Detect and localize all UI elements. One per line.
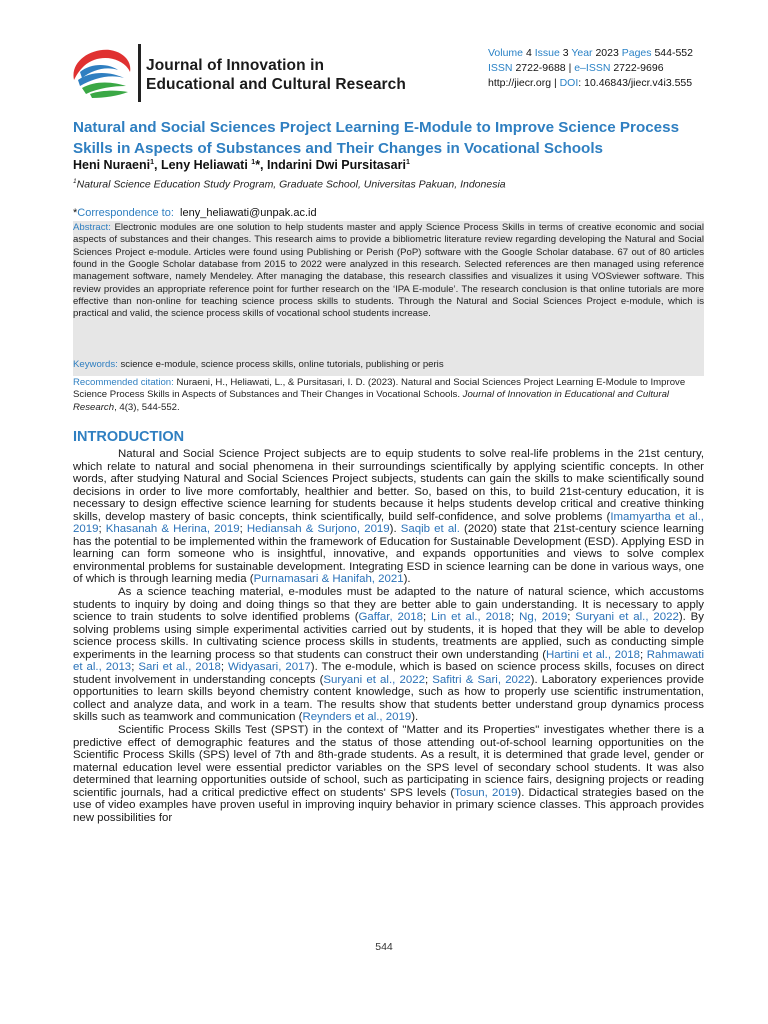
author-name: Leny Heliawati [160,158,252,172]
citation-label: Recommended citation: [73,377,174,388]
recommended-citation [73,377,693,414]
year-label: Year [571,47,593,59]
text-run: ; [422,611,431,624]
citation-link[interactable]: Saqib et al. [400,523,460,536]
text-run: ). [389,523,401,536]
journal-name-line-1: Journal of Innovation in [146,57,325,74]
citation-link[interactable]: Suryani et al., 2022 [575,611,679,624]
text-run: (2020) state that 21st-century science learning has the potential to be implemented within the framework of Education for Sustainable Development (ESD). Applying ESD in learning can form someone who is insightful, innovative, and expands opportunities and views to solve complex environmental problems for sustainable development. Integrating ESD in science learning can be done in various ways, one of which is through learning media ( [73,523,704,586]
text-run: ; [640,648,647,661]
issn-value: 2722-9688 [515,62,566,74]
citation-link[interactable]: Sari et al., 2018 [138,661,221,674]
journal-url-link[interactable]: http://jiecr.org [488,77,552,89]
introduction-body [73,448,704,824]
author-sep: *, [255,158,267,172]
citation-link[interactable]: Ng, 2019 [519,611,568,624]
text-run: ; [567,611,576,624]
volume-row [488,46,703,61]
abstract [73,222,704,321]
paragraph-3 [73,724,704,824]
text-run: ; [131,661,139,674]
article-title: Natural and Social Sciences Project Learning E-Module to Improve Science Process Skills in Aspects of Substances and Their Changes in Vocational Schools [73,119,680,157]
citation-link[interactable]: Reynders et al., 2019 [302,711,412,724]
issue-meta [488,46,703,91]
affiliation-sup: 1 [73,178,77,185]
citation-link[interactable]: Purnamasari & Hanifah, 2021 [253,573,404,586]
author-sup: 1 [150,158,155,166]
doi-label: DOI [559,77,579,89]
eissn-label: e–ISSN [574,62,611,74]
citation-tail: , 4(3), 544-552. [114,401,180,413]
journal-name [146,56,406,94]
pages-value: 544-552 [654,47,693,59]
text-run: ; [239,523,247,536]
logo-divider [138,44,141,102]
issn-label: ISSN [488,62,513,74]
text-run: ). Laboratory experiences provide opportunities to learn skills beyond chemistry content knowledge, such as how to properly use scientific instrumentation, collect and analyze data, and work in a team. The results show that students better understand group dynamics process skills such as teamwork and communication ( [73,673,705,724]
text-run: ; [511,611,520,624]
affiliation-text: Natural Science Education Study Program, Graduate School, Universitas Pakuan, Indonesia [76,178,506,191]
citation-link[interactable]: Hediansah & Surjono, 2019 [246,523,390,536]
year-value: 2023 [595,47,619,59]
volume-value: 4 [525,47,532,59]
journal-name-line-2: Educational and Cultural Research [146,76,406,93]
paragraph-2 [73,586,704,724]
volume-label: Volume [488,47,524,59]
paragraph-1 [73,448,704,586]
keywords-text: science e-module, science process skills, online tutorials, publishing or peris [120,359,444,370]
text-run: ). [403,573,411,586]
citation-link[interactable]: Gaffar, 2018 [358,611,423,624]
citation-link[interactable]: Imamyartha et al., 2019 [73,510,704,536]
page-number: 544 [375,941,393,953]
doi-link[interactable]: 10.46843/jiecr.v4i3.555 [584,77,693,89]
correspondence-email-link[interactable]: leny_heliawati@unpak.ac.id [180,207,317,219]
citation-link[interactable]: Hartini et al., 2018 [546,648,641,661]
text-run: Scientific Process Skills Test (SPST) in the context of "Matter and its Properties" investigates whether there is a predictive effect of demographic features and the status of those attending out-of-school learning opportunities on the Scientific Process Skills (SPS) level of 7th and 8th-grade students. As a result, it is determined that grade level, gender or maternal education level were essential predictor variables on the SPS level of secondary school students. It was also determined that learning opportunities outside of school, such as participating in science fairs, designing projects or reading scientific journals, had a critical predictive effect on students' SPS levels ( [73,724,704,799]
citation-link[interactable]: Safitri & Sari, 2022 [432,673,531,686]
text-run: ; [424,673,433,686]
text-run: ). The e-module, which is based on science process skills, focuses on direct student involvement in understanding concepts ( [73,661,704,686]
eissn-value: 2722-9696 [613,62,664,74]
author-name: Heni Nuraeni [73,158,151,172]
issn-row: ISSN 2722-9688 | e–ISSN 2722-9696 [488,62,664,74]
affiliation [73,178,506,191]
issue-label: Issue [534,47,560,59]
citation-link[interactable]: Tosun, 2019 [454,786,518,799]
keywords-label: Keywords: [73,359,118,370]
correspondence [73,207,317,219]
keywords [73,359,704,370]
citation-link[interactable]: Suryani et al., 2022 [323,673,425,686]
citation-link[interactable]: Lin et al., 2018 [430,611,512,624]
text-run: Natural and Social Science Project subjects are to equip students to solve real-life problems in the 21st century, which relate to natural and social phenomena in their surroundings scientifically by applying scientific concepts. In other words, after studying Natural and Social Sciences Project subjects, students can gain the skills to make scientifically sound decisions in order to live more comfortably, healthier and better. So, based on this, to build 21st-century education, it is necessary to design effective science learning for students because it helps students develop critical and creative thinking skills, develop mastery of basic concepts, think scientifically, build self-confidence, and solve problems ( [73,448,704,523]
issue-value: 3 [562,47,569,59]
author-list [73,158,410,172]
journal-logo-icon [66,44,136,102]
author-sep: , [154,158,161,172]
text-run: ; [98,523,106,536]
author-sup: 1 [405,158,410,166]
correspondence-label: Correspondence to: [77,207,174,219]
section-heading-introduction: INTRODUCTION [73,429,185,445]
abstract-text: Electronic modules are one solution to help students master and apply Science Process Skills in terms of creative economic and social aspects of substances and their changes. This research aims to provide a bibliometric literature review regarding developing the Natural and Social Sciences Project e-module. Articles were found using Publishing or Perish (PoP) software with the Google Scholar database. 67 out of 80 articles found in the Google Scholar database from 2015 to 2022 were analyzed in this research. Selected references are then managed using reference management software, namely Mendeley. After managing the database, this research classifies and visualizes it using VOSviewer software. This review provides an appropriate reference point for further research on the ‘IPA E-module’. The research conclusion is that online tutorials are more effective than non-online for teaching science process skills to students. Through the Natural and Social Sciences Project e-module, which is practical and valid, the science process skills of vocational school students increase. [73,222,704,320]
text-run: ). [411,711,419,724]
url-row: http://jiecr.org | DOI: 10.46843/jiecr.v4i3.555 [488,77,693,89]
citation-journal: Journal of Innovation in Educational and Cultural Research [73,389,670,413]
text-run: ). Didactical strategies based on the use of video examples have proven useful in improving inquiry behavior in primary science classes. This approach provides new possibilities for [73,786,704,824]
abstract-label: Abstract: [73,222,111,233]
pages-label: Pages [621,47,652,59]
text-run: ; [220,661,228,674]
correspondence-star: * [73,207,78,219]
author-sup: 1 [251,158,256,166]
text-run: ). By solving problems using simple experimental activities carried out by students, it is hoped that they will be able to develop science process skills. In cultivating science process skills in students, treatments are applied, such as conducting simple experiments in the learning process so that students can construct their own understanding ( [73,611,704,661]
citation-link[interactable]: Widyasari, 2017 [227,661,311,674]
author-name: Indarini Dwi Pursitasari [267,158,406,172]
citation-link[interactable]: Rahmawati et al., 2013 [73,648,704,674]
text-run: As a science teaching material, e-modules must be adapted to the nature of natural science, which accustoms students to inquiry by doing and doing things so that they are better able to gain understanding. It is necessary to apply science to train students to solve identified problems ( [73,586,704,624]
citation-text: Nuraeni, H., Heliawati, L., & Pursitasari, I. D. (2023). Natural and Social Sciences Project Learning E-Module to Improve Science Process Skills in Aspects of Substances and Their Changes in Vocational Schools. [73,377,686,401]
citation-link[interactable]: Khasanah & Herina, 2019 [105,523,240,536]
